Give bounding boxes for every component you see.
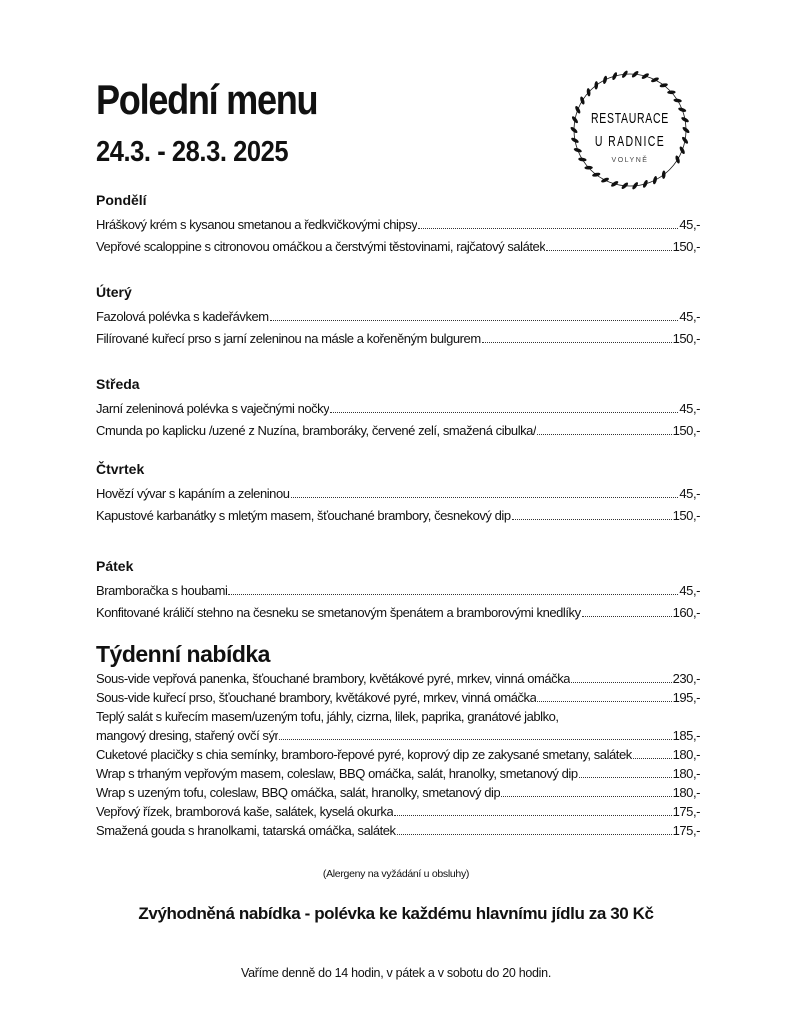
menu-item [96,707,700,726]
menu-item [96,669,700,688]
menu-item [96,783,700,802]
dish-price: 180,- [672,785,700,800]
dish-name: Sous-vide vepřová panenka, šťouchané brambory, květákové pyré, mrkev, vinná omáčka [96,671,571,686]
soup-offer: Zvýhodněná nabídka - polévka ke každému hlavnímu jídlu za 30 Kč [138,904,654,923]
menu-item [96,236,700,258]
day-heading: Pátek [96,558,134,574]
allergen-note: (Alergeny na vyžádání u obsluhy) [322,868,470,880]
dish-price: 45,- [679,401,700,416]
dot-leader [291,497,679,498]
dish-name: Konfitované králičí stehno na česneku se smetanovým špenátem a bramborovými knedlíky [96,605,581,620]
dish-name: Wrap s trhaným vepřovým masem, coleslaw, BBQ omáčka, salát, hranolky, smetanový dip [96,766,578,781]
dish-price: 45,- [679,486,700,501]
dot-leader [571,682,672,683]
dish-name: Cmunda po kaplicku /uzené z Nuzína, bramboráky, červené zelí, smažená cibulka/ [96,423,537,438]
dish-price: 185,- [672,728,700,743]
day-heading: Středa [96,376,140,392]
dish-price: 175,- [672,804,700,819]
dish-name: Vepřový řízek, bramborová kaše, salátek, kyselá okurka [96,804,394,819]
menu-item [96,821,700,840]
dish-name: Cuketové placičky s chia semínky, bramboro-řepové pyré, koprový dip ze zakysané smetany, salátek [96,747,632,762]
dish-price: 180,- [672,766,700,781]
dish-name: Smažená gouda s hranolkami, tatarská omáčka, salátek [96,823,396,838]
page-title: Polední menu [96,76,318,123]
logo-line2: U RADNICE [594,132,666,150]
day-heading: Pondělí [96,192,147,208]
dish-name: mangový dresing, stařený ovčí sýr [96,728,279,743]
menu-item [96,214,700,236]
menu-item [96,505,700,527]
weekly-offer-section [96,639,700,840]
date-range: 24.3. - 28.3. 2025 [96,136,289,168]
dot-leader [501,796,671,797]
weekly-offer-heading: Týdenní nabídka [96,641,270,667]
dot-leader [537,434,671,435]
logo-line3: VOLYNĚ [611,157,649,164]
logo-line1: RESTAURACE [591,109,669,127]
dot-leader [537,701,671,702]
menu-item [96,602,700,624]
dot-leader [482,342,672,343]
dish-name: Fazolová polévka s kadeřávkem [96,309,269,324]
dish-price: 180,- [672,747,700,762]
dish-name: Teplý salát s kuřecím masem/uzeným tofu, jáhly, cizrna, lilek, paprika, granátové jablko, [96,709,559,724]
dish-price: 150,- [672,423,700,438]
dot-leader [330,412,678,413]
dot-leader [279,739,671,740]
menu-item [96,420,700,442]
dish-name: Hráškový krém s kysanou smetanou a ředkvičkovými chipsy [96,217,418,232]
dish-price: 45,- [679,583,700,598]
dot-leader [228,594,678,595]
dot-leader [512,519,672,520]
dish-name: Bramboračka s houbami [96,583,228,598]
menu-item [96,745,700,764]
dish-name: Jarní zeleninová polévka s vaječnými nočky [96,401,330,416]
day-section [96,458,700,527]
menu-item [96,726,700,745]
dot-leader [546,250,671,251]
dot-leader [418,228,678,229]
dish-name: Vepřové scaloppine s citronovou omáčkou a čerstvými těstovinami, rajčatový salátek [96,239,546,254]
dish-name: Sous-vide kuřecí prso, šťouchané brambory, květákové pyré, mrkev, vinná omáčka [96,690,537,705]
day-heading: Úterý [96,284,132,300]
day-section [96,189,700,258]
dish-name: Wrap s uzeným tofu, coleslaw, BBQ omáčka, salát, hranolky, smetanový dip [96,785,501,800]
menu-item [96,802,700,821]
menu-item [96,764,700,783]
dish-price: 150,- [672,508,700,523]
dish-price: 230,- [672,671,700,686]
dish-price: 175,- [672,823,700,838]
menu-item [96,328,700,350]
dish-price: 160,- [672,605,700,620]
dish-name: Kapustové karbanátky s mletým masem, šťouchané brambory, česnekový dip [96,508,511,523]
dish-price: 45,- [679,309,700,324]
day-section [96,281,700,350]
day-section [96,373,700,442]
dot-leader [397,834,672,835]
dish-name: Hovězí vývar s kapáním a zeleninou [96,486,290,501]
dish-price: 45,- [679,217,700,232]
dot-leader [270,320,679,321]
dish-price: 195,- [672,690,700,705]
restaurant-logo [566,66,694,194]
menu-item [96,580,700,602]
dot-leader [633,758,672,759]
dish-price: 150,- [672,331,700,346]
menu-item [96,483,700,505]
dot-leader [582,616,672,617]
day-heading: Čtvrtek [96,461,145,477]
menu-item [96,306,700,328]
dish-name: Filírované kuřecí prso s jarní zeleninou na másle a kořeněným bulgurem [96,331,481,346]
opening-hours: Vaříme denně do 14 hodin, v pátek a v sobotu do 20 hodin. [241,966,551,980]
dot-leader [394,815,671,816]
menu-item [96,688,700,707]
menu-item [96,398,700,420]
dot-leader [579,777,672,778]
dish-price: 150,- [672,239,700,254]
laurel-wreath-icon [570,70,691,190]
day-section [96,555,700,624]
